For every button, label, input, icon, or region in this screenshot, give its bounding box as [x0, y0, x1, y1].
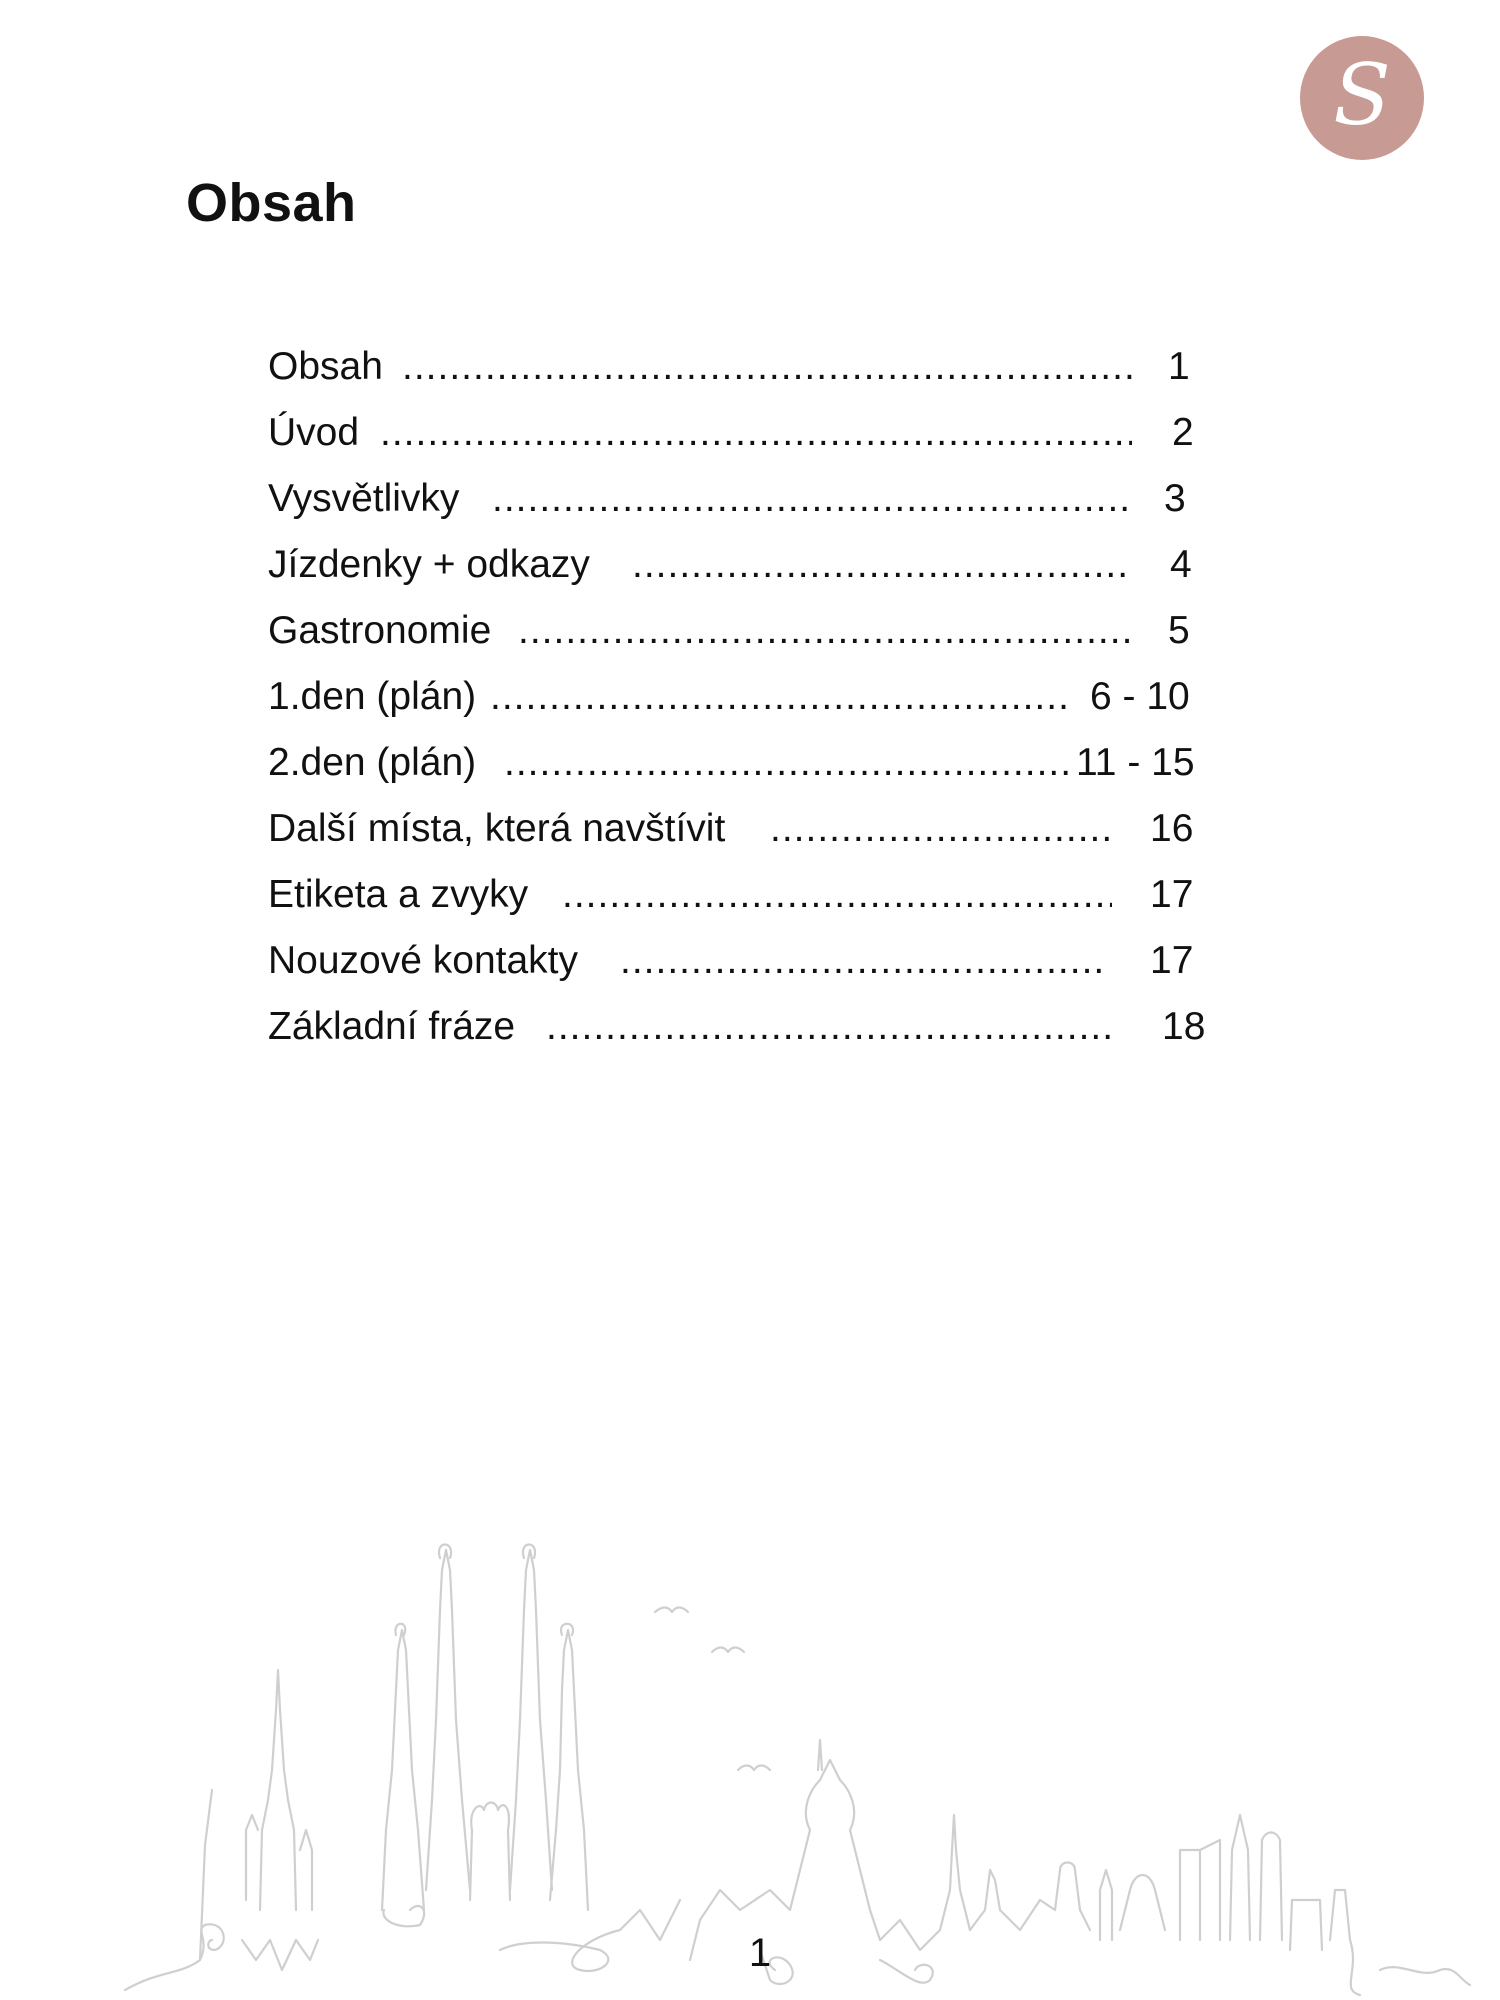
- toc-entry-page: 18: [1162, 1005, 1206, 1048]
- toc-leader-dots: [504, 730, 1072, 796]
- toc-entry-label: Jízdenky + odkazy: [268, 543, 590, 586]
- toc-leader-dots: [632, 532, 1132, 598]
- toc-entry-label: 1.den (plán): [268, 675, 477, 718]
- toc-entry[interactable]: [268, 532, 1208, 598]
- toc-entry-label: Etiketa a zvyky: [268, 873, 529, 916]
- toc-leader-dots: [380, 400, 1132, 466]
- toc-entry-page: 3: [1164, 477, 1186, 520]
- toc-entry-label: Gastronomie: [268, 609, 492, 652]
- toc-entry[interactable]: [268, 400, 1208, 466]
- toc-entry-page: 11 - 15: [1076, 741, 1195, 784]
- toc-leader-dots: [546, 994, 1112, 1060]
- toc-entry[interactable]: [268, 466, 1208, 532]
- toc-entry-page: 6 - 10: [1090, 675, 1190, 718]
- page-title: Obsah: [186, 173, 357, 233]
- toc-leader-dots: [490, 664, 1072, 730]
- logo-letter: S: [1333, 46, 1391, 144]
- toc-entry[interactable]: [268, 664, 1208, 730]
- toc-entry-page: 2: [1172, 411, 1194, 454]
- toc-entry[interactable]: [268, 730, 1208, 796]
- toc-entry[interactable]: [268, 994, 1208, 1060]
- toc-entry-page: 17: [1150, 873, 1194, 916]
- toc-entry-label: Další místa, která navštívit: [268, 807, 726, 850]
- toc-entry-page: 16: [1150, 807, 1194, 850]
- toc-entry[interactable]: [268, 796, 1208, 862]
- toc-leader-dots: [620, 928, 1106, 994]
- toc-entry-label: Základní fráze: [268, 1005, 516, 1048]
- toc-entry[interactable]: [268, 928, 1208, 994]
- brand-logo: [1300, 36, 1424, 160]
- toc-entry[interactable]: [268, 334, 1208, 400]
- toc-leader-dots: [518, 598, 1130, 664]
- toc-entry-label: 2.den (plán): [268, 741, 477, 784]
- toc-entry[interactable]: [268, 862, 1208, 928]
- city-skyline-illustration: [0, 1470, 1500, 2000]
- toc-leader-dots: [562, 862, 1112, 928]
- toc-entry[interactable]: [268, 598, 1208, 664]
- toc-entry-label: Obsah: [268, 345, 383, 388]
- toc-entry-label: Úvod: [268, 411, 360, 454]
- toc-entry-label: Nouzové kontakty: [268, 939, 579, 982]
- toc-leader-dots: [770, 796, 1110, 862]
- toc-entry-page: 4: [1170, 543, 1192, 586]
- table-of-contents: [268, 334, 1208, 1060]
- toc-entry-page: 1: [1168, 345, 1190, 388]
- toc-entry-page: 5: [1168, 609, 1190, 652]
- toc-entry-label: Vysvětlivky: [268, 477, 460, 520]
- toc-leader-dots: [402, 334, 1132, 400]
- toc-leader-dots: [492, 466, 1128, 532]
- toc-entry-page: 17: [1150, 939, 1194, 982]
- page-number: 1: [748, 1931, 772, 1975]
